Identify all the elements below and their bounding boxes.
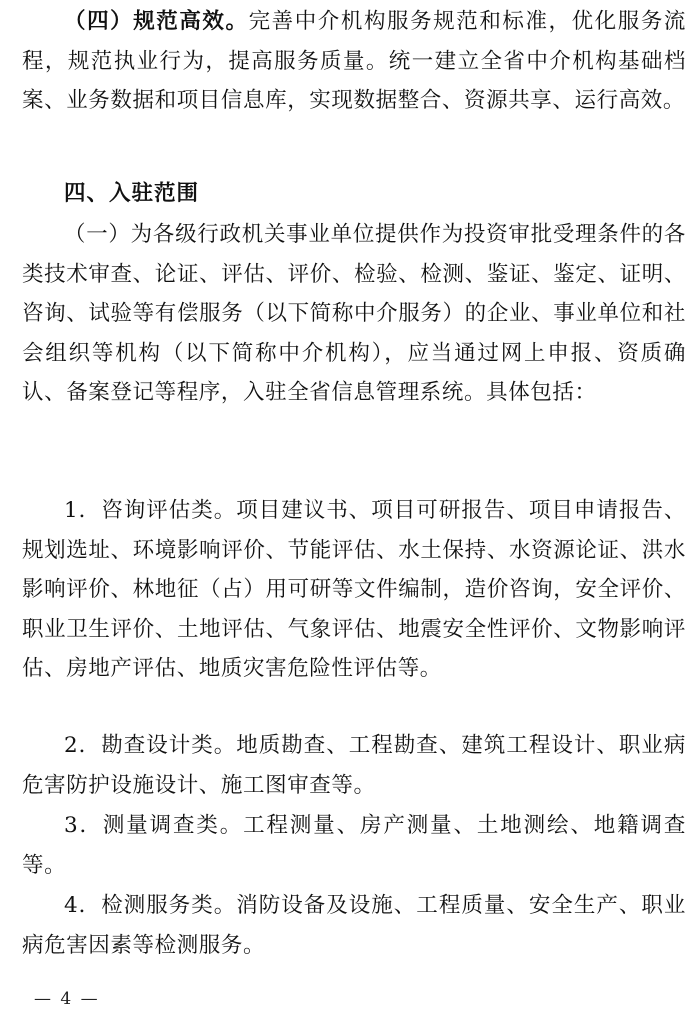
list-item: 3．测量调查类。工程测量、房产测量、土地测绘、地籍调查等。	[22, 813, 686, 878]
paragraph-scope-intro: （一）为各级行政机关事业单位提供作为投资审批受理条件的各类技术审查、论证、评估、评价、检验、检测、鉴证、鉴定、证明、咨询、试验等有偿服务（以下简称中介服务）的企业、事业单位和社会组织等机构（以下简称中介机构），应当通过网上申报、资质确认、备案登记等程序，入驻全省信息管理系统。具体包括：	[22, 222, 686, 405]
page-number: — 4 —	[34, 989, 100, 1009]
paragraph-text: 完善中介机构服务规范和标准，优化服务流程，规范执业行为，提高服务质量。统一建立全省中介机构基础档案、业务数据和项目信息库，实现数据整合、资源共享、运行高效。	[22, 9, 686, 113]
list-item: 4．检测服务类。消防设备及设施、工程质量、安全生产、职业病危害因素等检测服务。	[22, 893, 686, 958]
section-heading: 四、入驻范围	[64, 181, 200, 206]
list-item: 2．勘查设计类。地质勘查、工程勘查、建筑工程设计、职业病危害防护设施设计、施工图审查等。	[22, 733, 686, 798]
list-item: 1．咨询评估类。项目建议书、项目可研报告、项目申请报告、规划选址、环境影响评价、节能评估、水土保持、水资源论证、洪水影响评价、林地征（占）用可研等文件编制，造价咨询，安全评价、职业卫生评价、土地评估、气象评估、地震安全性评价、文物影响评估、房地产评估、地质灾害危险性评估等。	[22, 498, 686, 681]
paragraph-standardize-efficient	[22, 2, 686, 121]
subsection-title: （四）规范高效。	[64, 9, 249, 34]
